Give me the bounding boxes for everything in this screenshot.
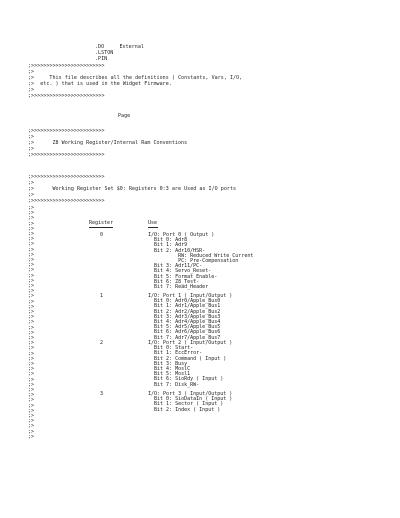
- bit-definition: Bit 5: Adr5/Apple_Bus5: [148, 324, 221, 331]
- comment-marker: ;>: [28, 329, 35, 336]
- bit-definition: Bit 1: EccError-: [148, 350, 203, 357]
- divider: ;>>>>>>>>>>>>>>>>>>>>>>>>: [28, 93, 105, 99]
- comment-marker: ;>: [28, 246, 35, 253]
- comment-marker: ;>: [28, 376, 35, 383]
- comment-marker: ;>: [28, 361, 35, 367]
- divider: ;>>>>>>>>>>>>>>>>>>>>>>>>: [28, 63, 105, 69]
- comment-marker: ;>: [28, 350, 35, 357]
- bit-definition: Bit 2: Adr2/Apple_Bus2: [148, 308, 221, 315]
- bit-definition: Bit 2: Index ( Input ): [148, 406, 221, 413]
- register-number: 2: [100, 340, 104, 346]
- bit-definition: Bit 6: SioRdy ( Input ): [148, 376, 224, 383]
- bit-definition: RW: Reduced Write Current: [148, 252, 254, 259]
- section-title-z8: ;> Z8 Working Register/Internal Ram Conventions: [28, 140, 188, 146]
- bit-definition: Bit 6: Adr6/Apple_Bus6: [148, 329, 221, 336]
- column-underline: [148, 227, 158, 228]
- bit-definition: Bit 3: Adr3/Apple_Bus3: [148, 313, 221, 320]
- bit-definition: Bit 4: Adr4/Apple_Bus4: [148, 319, 221, 325]
- bit-definition: Bit 7: Adr7/Apple_Bus7: [148, 334, 221, 341]
- section-title-set0: ;> Working Register Set $0: Registers 0:3 are Used as I/O ports: [28, 186, 237, 192]
- comment-marker: ;>: [28, 428, 35, 435]
- bit-definition: Bit 7: Disk_RW-: [148, 381, 200, 388]
- comment-marker: ;>: [28, 402, 35, 409]
- comment-marker: ;>: [28, 423, 35, 430]
- bit-definition: Bit 3: Busy: [148, 360, 188, 367]
- bit-definition: Bit 4: Servo_Reset-: [148, 268, 212, 275]
- bit-definition: Bit 0: Adr8: [148, 237, 188, 244]
- bit-definition: Bit 5: Mosl1: [148, 371, 191, 378]
- comment-marker: ;>: [28, 392, 35, 399]
- bit-definition: Bit 1: Adr9: [148, 242, 188, 249]
- comment-line: ;>: [28, 69, 35, 75]
- comment-marker: ;>: [28, 433, 35, 440]
- intro-description-line-2: ;> etc. ) that is used in the Widget Firmware.: [28, 81, 172, 87]
- comment-marker: ;>: [28, 283, 35, 289]
- comment-marker: ;>: [28, 413, 35, 419]
- directive-lston: .LSTON: [95, 50, 114, 56]
- comment-marker: ;>: [28, 371, 35, 378]
- bit-definition: Bit 3: Adr11/PC-: [148, 263, 203, 270]
- register-number: 0: [100, 232, 104, 238]
- comment-marker: ;>: [28, 381, 35, 388]
- bit-definition: Bit 0: Adr0/Apple_Bus0: [148, 298, 221, 305]
- bit-definition: Bit 4: MoslC: [148, 366, 191, 372]
- comment-marker: ;>: [28, 257, 35, 263]
- comment-marker: ;>: [28, 314, 35, 321]
- column-header-use: Use: [148, 220, 158, 226]
- comment-marker: ;>: [28, 303, 35, 310]
- comment-marker: ;>: [28, 262, 35, 269]
- comment-marker: ;>: [28, 298, 35, 305]
- comment-marker: ;>: [28, 267, 35, 274]
- comment-marker: ;>: [28, 366, 35, 373]
- bit-definition: Bit 6: Z8_Test-: [148, 278, 200, 285]
- divider: ;>>>>>>>>>>>>>>>>>>>>>>>>: [28, 198, 105, 204]
- comment-line: ;>: [28, 180, 35, 186]
- comment-line: ;>: [28, 192, 35, 198]
- comment-marker: ;>: [28, 251, 35, 258]
- comment-marker: ;>: [28, 205, 35, 211]
- port-description: I/O: Port 3 ( Input/Output ): [148, 391, 233, 397]
- comment-marker: ;>: [28, 220, 35, 227]
- register-number: 1: [100, 293, 104, 299]
- comment-marker: ;>: [28, 340, 35, 347]
- intro-description-line-1: ;> This file describes all the definitions ( Constants, Vars, I/O,: [28, 75, 243, 81]
- comment-marker: ;>: [28, 215, 35, 222]
- comment-marker: ;>: [28, 418, 35, 425]
- comment-marker: ;>: [28, 324, 35, 331]
- comment-marker: ;>: [28, 407, 35, 414]
- comment-marker: ;>: [28, 231, 35, 237]
- comment-marker: ;>: [28, 309, 35, 315]
- port-description: I/O: Port 0 ( Output ): [148, 232, 215, 238]
- page-directive: Page: [118, 113, 131, 119]
- comment-line: ;>: [28, 146, 35, 152]
- divider: ;>>>>>>>>>>>>>>>>>>>>>>>>: [28, 174, 105, 180]
- comment-marker: ;>: [28, 293, 35, 300]
- divider: ;>>>>>>>>>>>>>>>>>>>>>>>>: [28, 128, 105, 134]
- comment-marker: ;>: [28, 272, 35, 279]
- bit-definition: PC: Pre-Compensation: [148, 258, 239, 264]
- bit-definition: Bit 2: Adr10/HSR-: [148, 247, 206, 254]
- comment-marker: ;>: [28, 345, 35, 352]
- bit-definition: Bit 5: Format_Enable-: [148, 273, 218, 280]
- bit-definition: Bit 2: Command ( Input ): [148, 355, 227, 362]
- port-description: I/O: Port 1 ( Input/Output ): [148, 293, 233, 299]
- port-description: I/O: Port 2 ( Input/Output ): [148, 340, 233, 346]
- comment-marker: ;>: [28, 335, 35, 341]
- comment-marker: ;>: [28, 355, 35, 362]
- comment-marker: ;>: [28, 210, 35, 217]
- column-header-register: Register: [89, 220, 114, 226]
- comment-marker: ;>: [28, 387, 35, 393]
- divider: ;>>>>>>>>>>>>>>>>>>>>>>>>: [28, 152, 105, 158]
- comment-marker: ;>: [28, 277, 35, 284]
- directive-pin: .PIN: [95, 56, 108, 62]
- comment-line: ;>: [28, 87, 35, 93]
- comment-marker: ;>: [28, 319, 35, 326]
- comment-marker: ;>: [28, 225, 35, 232]
- bit-definition: Bit 0: Start-: [148, 345, 194, 352]
- comment-marker: ;>: [28, 288, 35, 295]
- bit-definition: Bit 1: Adr1/Apple_Bus1: [148, 303, 221, 310]
- column-underline: [89, 227, 113, 228]
- comment-marker: ;>: [28, 397, 35, 404]
- comment-marker: ;>: [28, 236, 35, 243]
- register-number: 3: [100, 391, 104, 397]
- directive-do: .DO External: [95, 44, 144, 50]
- bit-definition: Bit 0: SioDataIn ( Input ): [148, 396, 233, 403]
- comment-line: ;>: [28, 134, 35, 140]
- bit-definition: Bit 1: Sector ( Input ): [148, 401, 224, 408]
- comment-marker: ;>: [28, 241, 35, 248]
- bit-definition: Bit 7: Read_Header: [148, 284, 209, 290]
